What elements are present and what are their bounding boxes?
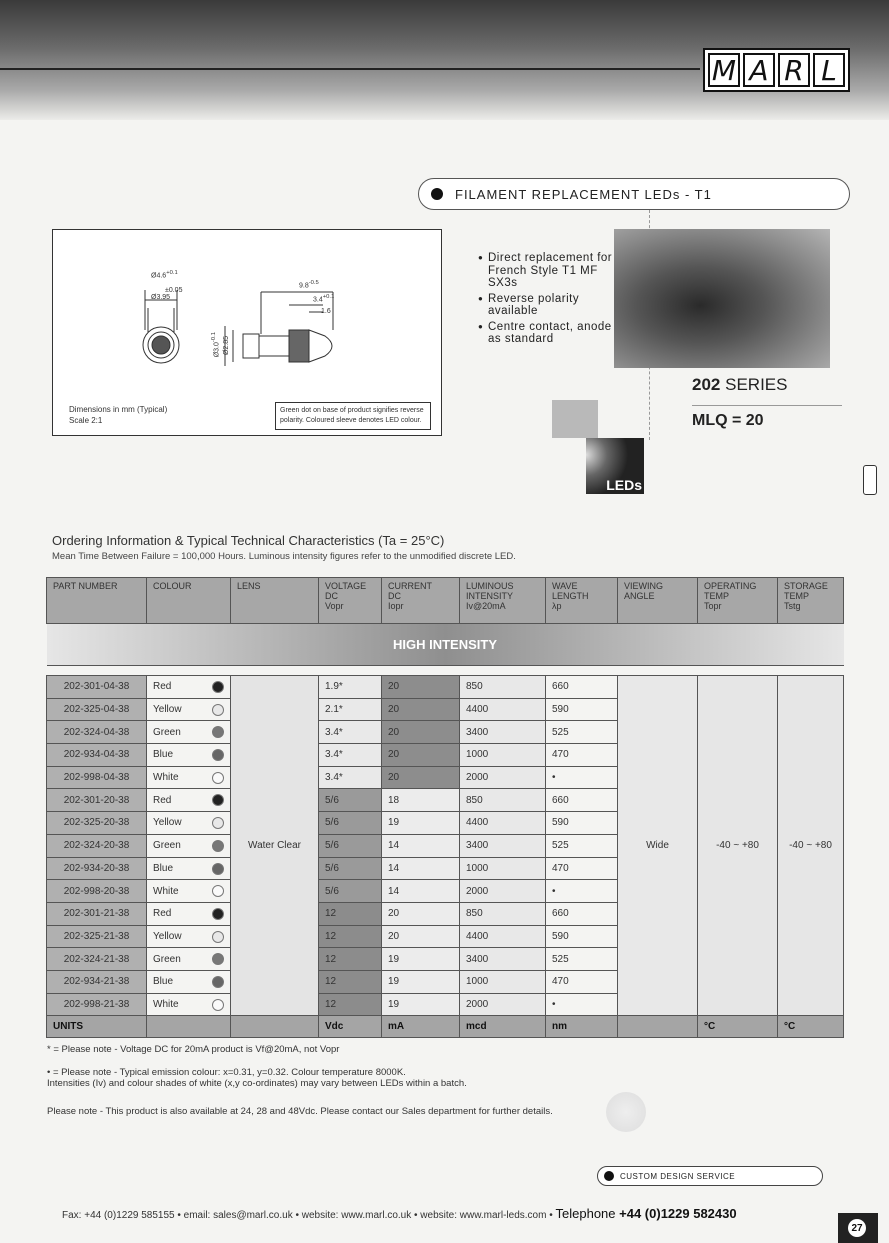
- units-row: [47, 1016, 844, 1038]
- led-colour-icon: [212, 726, 224, 738]
- voltage-cell: 12: [319, 902, 382, 925]
- units-cell: mA: [382, 1016, 460, 1038]
- part-number-cell: 202-934-20-38: [47, 857, 147, 880]
- custom-design-pill: [597, 1166, 823, 1186]
- colour-cell: Yellow: [147, 698, 231, 721]
- current-cell: 20: [382, 902, 460, 925]
- current-cell: 20: [382, 721, 460, 744]
- custom-design-label: CUSTOM DESIGN SERVICE: [620, 1171, 736, 1181]
- wavelength-cell: 525: [546, 948, 618, 971]
- ordering-subtitle: Mean Time Between Failure = 100,000 Hours. Luminous intensity figures refer to the unmodified discrete LED.: [52, 551, 516, 562]
- part-number-cell: 202-324-21-38: [47, 948, 147, 971]
- marl-logo: [703, 48, 850, 92]
- colour-cell: Blue: [147, 857, 231, 880]
- current-cell: 14: [382, 880, 460, 903]
- col-header: LUMINOUS INTENSITY Iv@20mA: [460, 578, 546, 624]
- voltage-cell: 5/6: [319, 834, 382, 857]
- dimension-diagram: [52, 229, 442, 436]
- voltage-cell: 12: [319, 925, 382, 948]
- colour-cell: Green: [147, 834, 231, 857]
- wavelength-cell: 470: [546, 857, 618, 880]
- series-title: 202 SERIES: [692, 375, 788, 394]
- current-cell: 20: [382, 676, 460, 699]
- part-number-cell: 202-301-20-38: [47, 789, 147, 812]
- current-cell: 19: [382, 812, 460, 835]
- leds-badge: LEDs: [586, 438, 644, 494]
- voltage-cell: 12: [319, 970, 382, 993]
- list-item: ● Centre contact, anode as standard: [478, 321, 613, 346]
- logo-letter: A: [743, 53, 775, 87]
- voltage-cell: 5/6: [319, 789, 382, 812]
- note-availability: Please note - This product is also available at 24, 28 and 48Vdc. Please contact our Sales department for further details.: [47, 1106, 553, 1117]
- dim-label: $3.4^{+0.1}$: [313, 294, 335, 304]
- wavelength-cell: 660: [546, 676, 618, 699]
- led-colour-icon: [212, 772, 224, 784]
- units-cell: UNITS: [47, 1016, 147, 1038]
- colour-cell: Red: [147, 676, 231, 699]
- part-number-cell: 202-301-21-38: [47, 902, 147, 925]
- colour-cell: White: [147, 993, 231, 1016]
- bullet-dot-icon: [604, 1171, 614, 1181]
- part-number-cell: 202-324-20-38: [47, 834, 147, 857]
- wavelength-cell: 470: [546, 744, 618, 767]
- col-header: OPERATING TEMP Topr: [698, 578, 778, 624]
- part-number-cell: 202-998-20-38: [47, 880, 147, 903]
- part-number-cell: 202-934-21-38: [47, 970, 147, 993]
- colour-cell: White: [147, 766, 231, 789]
- units-cell: °C: [698, 1016, 778, 1038]
- intensity-cell: 850: [460, 676, 546, 699]
- voltage-cell: 5/6: [319, 857, 382, 880]
- intensity-cell: 4400: [460, 698, 546, 721]
- colour-cell: Yellow: [147, 812, 231, 835]
- col-header: PART NUMBER: [47, 578, 147, 624]
- wavelength-cell: 660: [546, 789, 618, 812]
- current-cell: 14: [382, 834, 460, 857]
- part-number-cell: 202-998-04-38: [47, 766, 147, 789]
- intensity-cell: 1000: [460, 744, 546, 767]
- storage-temp-cell: -40 ~ +80: [778, 676, 844, 1016]
- dim-label: $9.8^{-0.5}$: [299, 280, 319, 290]
- col-header: LENS: [231, 578, 319, 624]
- colour-cell: Green: [147, 948, 231, 971]
- page-number-badge: [838, 1213, 878, 1243]
- intensity-cell: 3400: [460, 834, 546, 857]
- current-cell: 19: [382, 948, 460, 971]
- dim-label: $Ø3.0^{-0.1}$: [210, 332, 221, 358]
- colour-cell: Red: [147, 789, 231, 812]
- feature-list: [478, 252, 613, 349]
- col-header: WAVE LENGTH λp: [546, 578, 618, 624]
- spec-table: [46, 577, 844, 1038]
- wavelength-cell: •: [546, 766, 618, 789]
- product-photo: [614, 229, 830, 368]
- note-voltage: * = Please note - Voltage DC for 20mA product is Vf@20mA, not Vopr: [47, 1044, 340, 1055]
- current-cell: 19: [382, 970, 460, 993]
- wavelength-cell: •: [546, 880, 618, 903]
- col-header: VOLTAGE DC Vopr: [319, 578, 382, 624]
- section-title: HIGH INTENSITY: [47, 624, 844, 666]
- led-drawing-icon: [53, 230, 443, 400]
- colour-cell: Green: [147, 721, 231, 744]
- part-number-cell: 202-301-04-38: [47, 676, 147, 699]
- led-colour-icon: [212, 908, 224, 920]
- units-cell: °C: [778, 1016, 844, 1038]
- mlq-label: MLQ = 20: [692, 412, 764, 429]
- colour-cell: Yellow: [147, 925, 231, 948]
- intensity-cell: 4400: [460, 925, 546, 948]
- units-cell: mcd: [460, 1016, 546, 1038]
- units-cell: Vdc: [319, 1016, 382, 1038]
- list-item: ● Direct replacement for French Style T1 MF SX3s: [478, 252, 613, 290]
- current-cell: 20: [382, 744, 460, 767]
- part-number-cell: 202-324-04-38: [47, 721, 147, 744]
- current-cell: 19: [382, 993, 460, 1016]
- led-colour-icon: [212, 931, 224, 943]
- current-cell: 20: [382, 766, 460, 789]
- polarity-note: Green dot on base of product signifies reverse polarity. Coloured sleeve denotes LED colour.: [275, 402, 431, 430]
- colour-cell: Blue: [147, 744, 231, 767]
- colour-cell: Red: [147, 902, 231, 925]
- table-row: [47, 676, 844, 699]
- intensity-cell: 2000: [460, 993, 546, 1016]
- wavelength-cell: 525: [546, 834, 618, 857]
- viewing-angle-cell: Wide: [618, 676, 698, 1016]
- dim-label: ±0.05: [165, 287, 183, 294]
- led-colour-icon: [212, 953, 224, 965]
- units-cell: nm: [546, 1016, 618, 1038]
- logo-letter: M: [708, 53, 740, 87]
- voltage-cell: 5/6: [319, 812, 382, 835]
- colour-cell: White: [147, 880, 231, 903]
- voltage-cell: 1.9*: [319, 676, 382, 699]
- header-rule: [0, 68, 700, 70]
- voltage-cell: 2.1*: [319, 698, 382, 721]
- col-header: COLOUR: [147, 578, 231, 624]
- list-item: ● Reverse polarity available: [478, 293, 613, 318]
- note-emission: • = Please note - Typical emission colour: x=0.31, y=0.32. Colour temperature 8000K.: [47, 1067, 406, 1078]
- dim-label: 1.6: [321, 308, 331, 315]
- voltage-cell: 3.4*: [319, 721, 382, 744]
- page-title: [418, 178, 850, 210]
- part-number-cell: 202-325-04-38: [47, 698, 147, 721]
- intensity-cell: 1000: [460, 970, 546, 993]
- operating-temp-cell: -40 ~ +80: [698, 676, 778, 1016]
- led-colour-icon: [212, 817, 224, 829]
- units-cell: [618, 1016, 698, 1038]
- col-header: VIEWING ANGLE: [618, 578, 698, 624]
- ordering-title: Ordering Information & Typical Technical Characteristics (Ta = 25°C): [52, 533, 445, 548]
- intensity-cell: 2000: [460, 880, 546, 903]
- intensity-cell: 2000: [460, 766, 546, 789]
- led-colour-icon: [212, 999, 224, 1011]
- intensity-cell: 1000: [460, 857, 546, 880]
- section-row: [47, 624, 844, 666]
- current-cell: 20: [382, 925, 460, 948]
- voltage-cell: 5/6: [319, 880, 382, 903]
- wavelength-cell: 590: [546, 925, 618, 948]
- current-cell: 14: [382, 857, 460, 880]
- telephone: Telephone +44 (0)1229 582430: [555, 1206, 737, 1221]
- wavelength-cell: 470: [546, 970, 618, 993]
- led-colour-icon: [212, 704, 224, 716]
- intensity-cell: 850: [460, 902, 546, 925]
- dimensions-note: Dimensions in mm (Typical) Scale 2:1: [69, 405, 168, 425]
- logo-letter: L: [813, 53, 845, 87]
- voltage-cell: 12: [319, 993, 382, 1016]
- footer-contact-text: Fax: +44 (0)1229 585155 • email: sales@marl.co.uk • website: www.marl.co.uk • website: www.marl-leds.com •: [62, 1210, 553, 1221]
- units-cell: [147, 1016, 231, 1038]
- wavelength-cell: 525: [546, 721, 618, 744]
- table-header-row: [47, 578, 844, 624]
- part-number-cell: 202-325-21-38: [47, 925, 147, 948]
- dim-label: Ø3.95: [151, 294, 171, 301]
- bullet-dot-icon: [431, 188, 443, 200]
- colour-cell: Blue: [147, 970, 231, 993]
- smiley-icon: [606, 1092, 646, 1132]
- led-colour-icon: [212, 681, 224, 693]
- footer-contact: [62, 1206, 737, 1221]
- wavelength-cell: 660: [546, 902, 618, 925]
- led-bulb-icon: [863, 465, 877, 495]
- wavelength-cell: 590: [546, 812, 618, 835]
- logo-letter: R: [778, 53, 810, 87]
- led-colour-icon: [212, 863, 224, 875]
- divider: [692, 405, 842, 406]
- dim-label: $Ø4.6^{+0.1}$: [151, 270, 178, 280]
- page-title-text: FILAMENT REPLACEMENT LEDs - T1: [455, 186, 712, 202]
- dim-label: Ø2.85: [223, 335, 231, 356]
- decorative-square: [552, 400, 598, 438]
- intensity-cell: 3400: [460, 721, 546, 744]
- current-cell: 18: [382, 789, 460, 812]
- led-colour-icon: [212, 749, 224, 761]
- voltage-cell: 12: [319, 948, 382, 971]
- voltage-cell: 3.4*: [319, 744, 382, 767]
- note-intensity: Intensities (Iv) and colour shades of white (x,y co-ordinates) may vary between LEDs within a batch.: [47, 1078, 467, 1089]
- col-header: STORAGE TEMP Tstg: [778, 578, 844, 624]
- part-number-cell: 202-998-21-38: [47, 993, 147, 1016]
- intensity-cell: 3400: [460, 948, 546, 971]
- wavelength-cell: •: [546, 993, 618, 1016]
- intensity-cell: 850: [460, 789, 546, 812]
- part-number-cell: 202-934-04-38: [47, 744, 147, 767]
- intensity-cell: 4400: [460, 812, 546, 835]
- wavelength-cell: 590: [546, 698, 618, 721]
- part-number-cell: 202-325-20-38: [47, 812, 147, 835]
- current-cell: 20: [382, 698, 460, 721]
- led-colour-icon: [212, 840, 224, 852]
- units-cell: [231, 1016, 319, 1038]
- lens-cell: Water Clear: [231, 676, 319, 1016]
- led-colour-icon: [212, 885, 224, 897]
- led-colour-icon: [212, 976, 224, 988]
- page-number: 27: [848, 1219, 866, 1237]
- col-header: CURRENT DC Iopr: [382, 578, 460, 624]
- led-colour-icon: [212, 794, 224, 806]
- voltage-cell: 3.4*: [319, 766, 382, 789]
